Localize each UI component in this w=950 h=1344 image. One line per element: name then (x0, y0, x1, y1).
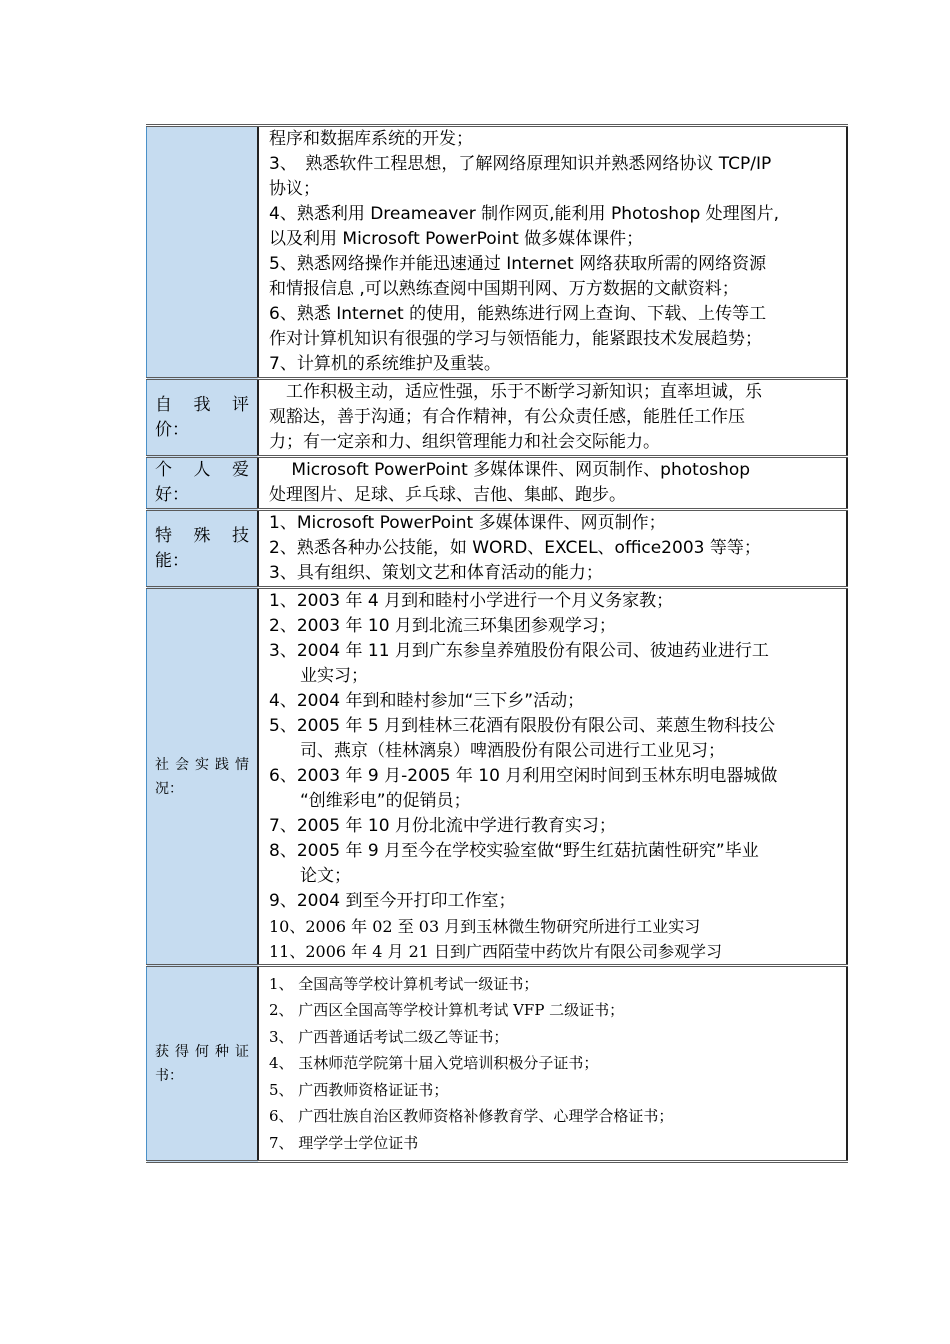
practice-label: 社会实践情 况： (147, 588, 259, 966)
skills-line: 以及利用 Microsoft PowerPoint 做多媒体课件； (269, 229, 644, 249)
self-eval-line: 力；有一定亲和力、组织管理能力和社会交际能力。 (269, 432, 660, 452)
certificate-line: 3、 广西普通话考试二级乙等证书； (269, 1027, 509, 1046)
practice-line: 5、2005 年 5 月到桂林三花酒有限股份有限公司、莱蒽生物科技公 (269, 716, 776, 736)
skills-line: 4、熟悉利用 Dreameaver 制作网页,能利用 Photoshop 处理图片, (269, 204, 780, 224)
practice-line: 8、2005 年 9 月至今在学校实验室做“野生红菇抗菌性研究”毕业 (269, 841, 759, 861)
practice-line: 7、2005 年 10 月份北流中学进行教育实习； (269, 816, 616, 836)
practice-line: 论文； (300, 866, 351, 886)
certificate-line: 6、 广西壮族自治区教师资格补修教育学、心理学合格证书； (269, 1107, 674, 1126)
skills-line: 6、熟悉 Internet 的使用，能熟练进行网上查询、下载、上传等工 (269, 304, 767, 324)
practice-line: 3、2004 年 11 月到广东参皇养殖股份有限公司、彼迪药业进行工 (269, 641, 769, 661)
practice-line: 11、2006 年 4 月 21 日到广西陌莹中药饮片有限公司参观学习 (269, 942, 723, 961)
certificates-label: 获得何种证 书： (147, 966, 259, 1162)
self-eval-label: 自 我 评 价： (147, 379, 259, 457)
row-social-practice (147, 588, 848, 966)
practice-line: 业实习； (300, 666, 368, 686)
row-hobbies (147, 457, 848, 510)
row-certificates (147, 966, 848, 1162)
practice-line: 4、2004 年到和睦村参加“三下乡”活动； (269, 691, 585, 711)
special-skills-label: 特 殊 技 能： (147, 510, 259, 588)
hobbies-line: 处理图片、足球、乒乓球、吉他、集邮、跑步。 (269, 485, 626, 505)
certificates-content (258, 966, 847, 1162)
skills-line: 7、计算机的系统维护及重装。 (269, 354, 501, 374)
certificate-line: 7、 理学学士学位证书 (269, 1133, 419, 1152)
practice-line: 1、2003 年 4 月到和睦村小学进行一个月义务家教； (269, 591, 674, 611)
practice-line: “创维彩电”的促销员； (300, 791, 471, 811)
skills-line: 5、熟悉网络操作并能迅速通过 Internet 网络获取所需的网络资源 (269, 254, 767, 274)
special-skills-line: 1、Microsoft PowerPoint 多媒体课件、网页制作； (269, 513, 666, 533)
label-cell-empty (147, 126, 259, 379)
row-computer-skills (147, 126, 848, 379)
resume-table (146, 124, 848, 1163)
skills-line: 作对计算机知识有很强的学习与领悟能力，能紧跟技术发展趋势； (269, 329, 762, 349)
skills-line: 和情报信息 ,可以熟练查阅中国期刊网、万方数据的文献资料； (269, 279, 739, 299)
skills-line: 协议； (269, 179, 320, 199)
computer-skills-content (258, 126, 847, 379)
self-eval-content (258, 379, 847, 457)
practice-line: 司、燕京（桂林漓泉）啤酒股份有限公司进行工业见习； (300, 741, 725, 761)
special-skills-content (258, 510, 847, 588)
hobbies-line: Microsoft PowerPoint 多媒体课件、网页制作、photoshop (269, 460, 751, 480)
special-skills-line: 3、具有组织、策划文艺和体育活动的能力； (269, 563, 603, 583)
certificate-line: 4、 玉林师范学院第十届入党培训积极分子证书； (269, 1054, 599, 1073)
practice-line: 9、2004 到至今开打印工作室； (269, 891, 516, 911)
practice-line: 2、2003 年 10 月到北流三环集团参观学习； (269, 616, 616, 636)
self-eval-line: 观豁达，善于沟通；有合作精神，有公众责任感，能胜任工作压 (269, 407, 745, 427)
hobbies-content (258, 457, 847, 510)
skills-line: 3、 熟悉软件工程思想，了解网络原理知识并熟悉网络协议 TCP/IP (269, 154, 772, 174)
self-eval-line: 工作积极主动，适应性强，乐于不断学习新知识；直率坦诚，乐 (269, 382, 762, 402)
skills-line: 程序和数据库系统的开发； (269, 129, 473, 149)
certificate-line: 1、 全国高等学校计算机考试一级证书； (269, 974, 539, 993)
practice-content (258, 588, 847, 966)
hobbies-label: 个 人 爱 好： (147, 457, 259, 510)
certificate-line: 5、 广西教师资格证证书； (269, 1080, 449, 1099)
row-self-evaluation (147, 379, 848, 457)
special-skills-line: 2、熟悉各种办公技能，如 WORD、EXCEL、office2003 等等； (269, 538, 761, 558)
row-special-skills (147, 510, 848, 588)
practice-line: 10、2006 年 02 至 03 月到玉林微生物研究所进行工业实习 (269, 917, 701, 936)
practice-line: 6、2003 年 9 月-2005 年 10 月利用空闲时间到玉林东明电器城做 (269, 766, 778, 786)
certificate-line: 2、 广西区全国高等学校计算机考试 VFP 二级证书； (269, 1001, 625, 1020)
